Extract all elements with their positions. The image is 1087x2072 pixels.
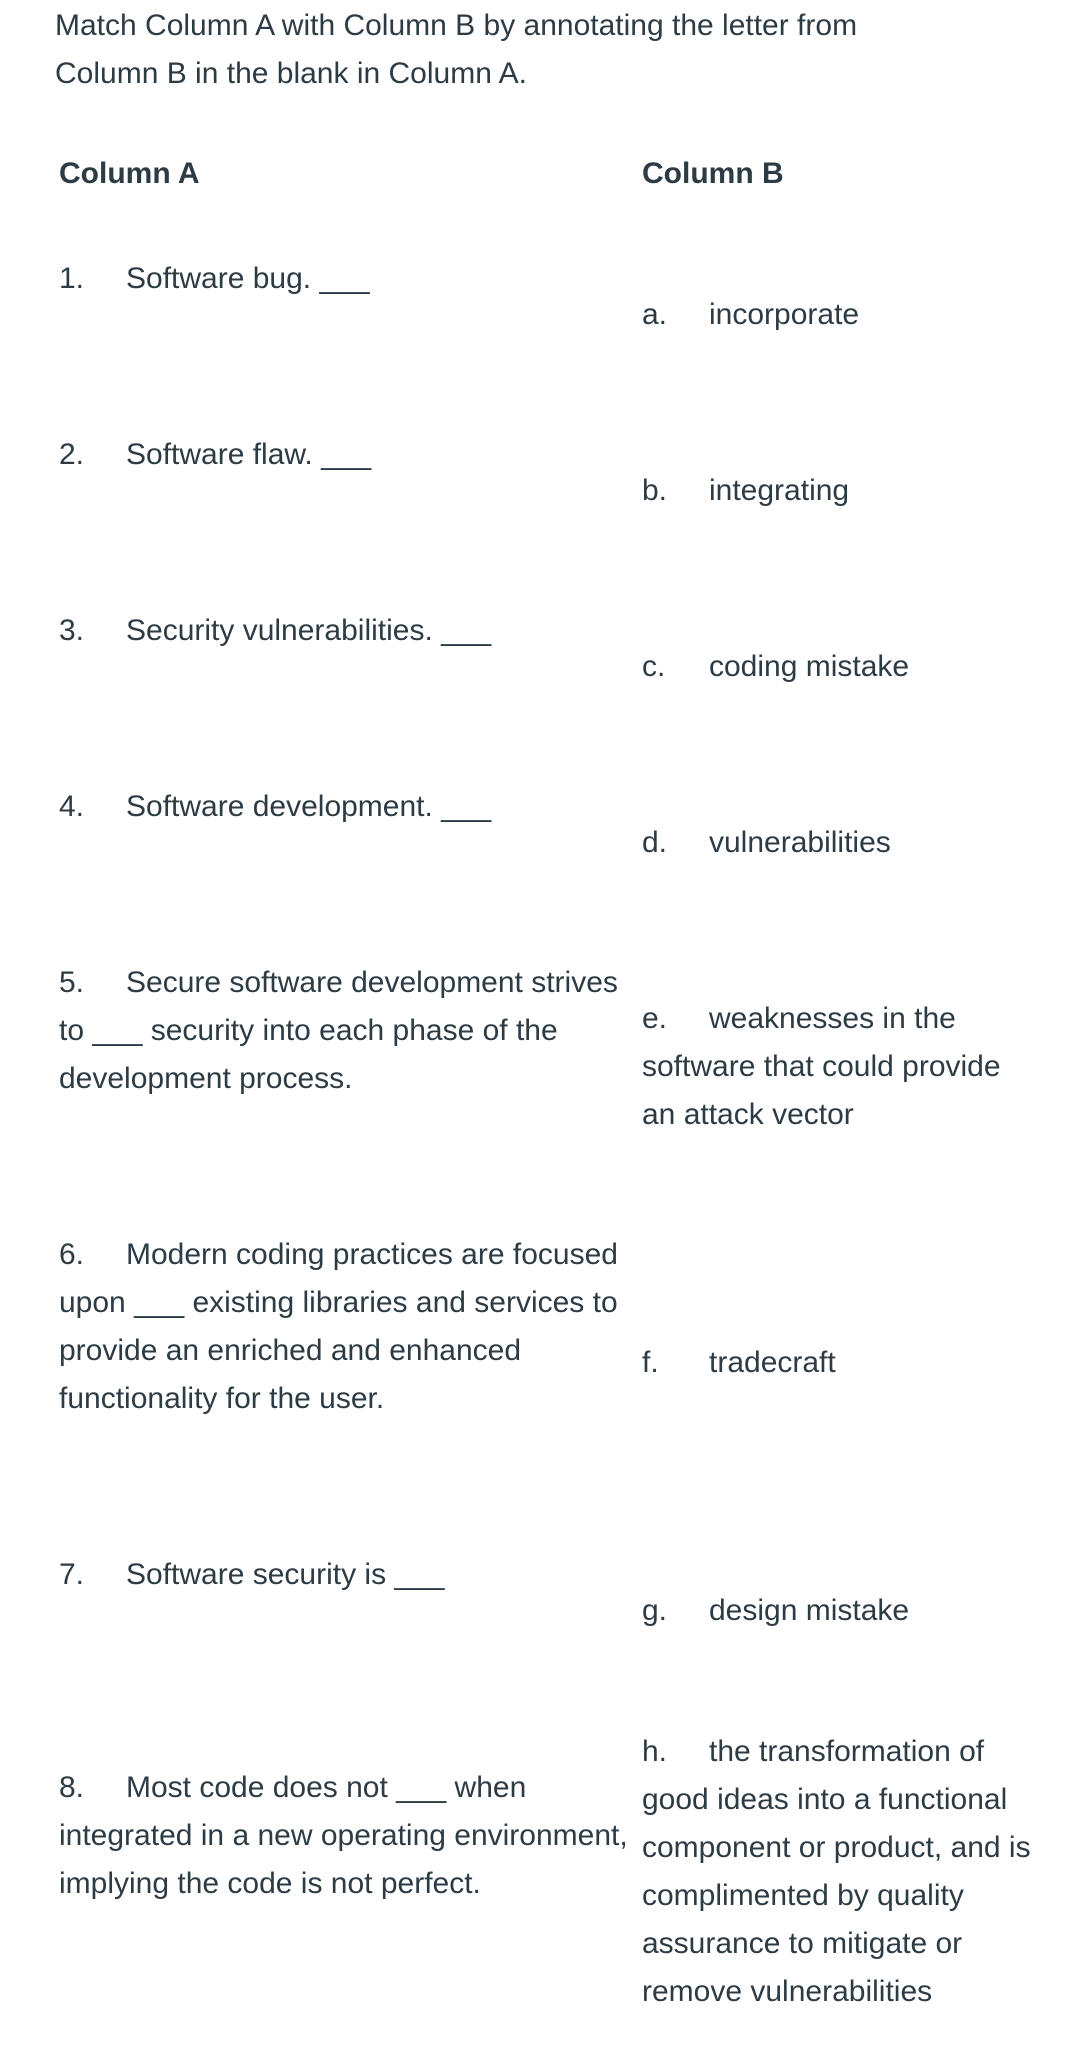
item-text: Software bug. ___: [126, 262, 370, 295]
column-a-item-4: [59, 783, 629, 831]
item-number: 7.: [59, 1558, 85, 1591]
item-text: Modern coding practices are focused upon ___ existing libraries and services to provide an enriched and enhanced functionality for the user.: [59, 1238, 618, 1415]
column-b-item-b: [642, 467, 1032, 515]
item-letter: h.: [642, 1735, 668, 1768]
column-b-header: Column B: [642, 157, 784, 190]
column-a-item-5: [59, 959, 629, 1103]
item-letter: f.: [642, 1346, 659, 1379]
column-a-item-7: [59, 1551, 629, 1599]
item-text: Software flaw. ___: [126, 438, 372, 471]
column-a-item-3: [59, 607, 629, 655]
item-text: design mistake: [709, 1594, 910, 1627]
item-text: integrating: [709, 474, 850, 507]
column-b-item-f: [642, 1339, 1032, 1387]
column-a-item-8: [59, 1764, 629, 1908]
item-text: Most code does not ___ when integrated in a new operating environment, implying the code is not perfect.: [59, 1771, 628, 1900]
column-a-item-6: [59, 1231, 629, 1423]
item-number: 3.: [59, 614, 85, 647]
column-b-item-c: [642, 643, 1032, 691]
column-b-item-d: [642, 819, 1032, 867]
item-number: 8.: [59, 1771, 85, 1804]
item-number: 5.: [59, 966, 85, 999]
item-letter: e.: [642, 1002, 668, 1035]
item-letter: b.: [642, 474, 668, 507]
item-text: incorporate: [709, 298, 860, 331]
item-number: 2.: [59, 438, 85, 471]
item-text: weaknesses in the software that could provide an attack vector: [642, 1002, 1001, 1131]
item-text: Software development. ___: [126, 790, 492, 823]
column-b-item-h: [642, 1728, 1032, 2016]
instructions-text: Match Column A with Column B by annotating the letter from Column B in the blank in Column A.: [55, 9, 858, 90]
item-text: tradecraft: [709, 1346, 836, 1379]
column-a-header: Column A: [59, 157, 200, 190]
column-b-item-g: [642, 1587, 1032, 1635]
item-text: vulnerabilities: [709, 826, 891, 859]
item-number: 4.: [59, 790, 85, 823]
item-text: coding mistake: [709, 650, 910, 683]
item-number: 6.: [59, 1238, 85, 1271]
column-a-item-1: [59, 255, 629, 303]
column-b-item-e: [642, 995, 1032, 1139]
item-letter: d.: [642, 826, 668, 859]
item-letter: a.: [642, 298, 668, 331]
item-text: Secure software development strives to ___ security into each phase of the development process.: [59, 966, 618, 1095]
item-text: Security vulnerabilities. ___: [126, 614, 492, 647]
item-text: the transformation of good ideas into a functional component or product, and is complimented by quality assurance to mitigate or remove vulnerabilities: [642, 1735, 1031, 2008]
column-a-item-2: [59, 431, 629, 479]
item-number: 1.: [59, 262, 85, 295]
item-letter: g.: [642, 1594, 668, 1627]
item-letter: c.: [642, 650, 666, 683]
item-text: Software security is ___: [126, 1558, 445, 1591]
column-b-item-a: [642, 291, 1032, 339]
